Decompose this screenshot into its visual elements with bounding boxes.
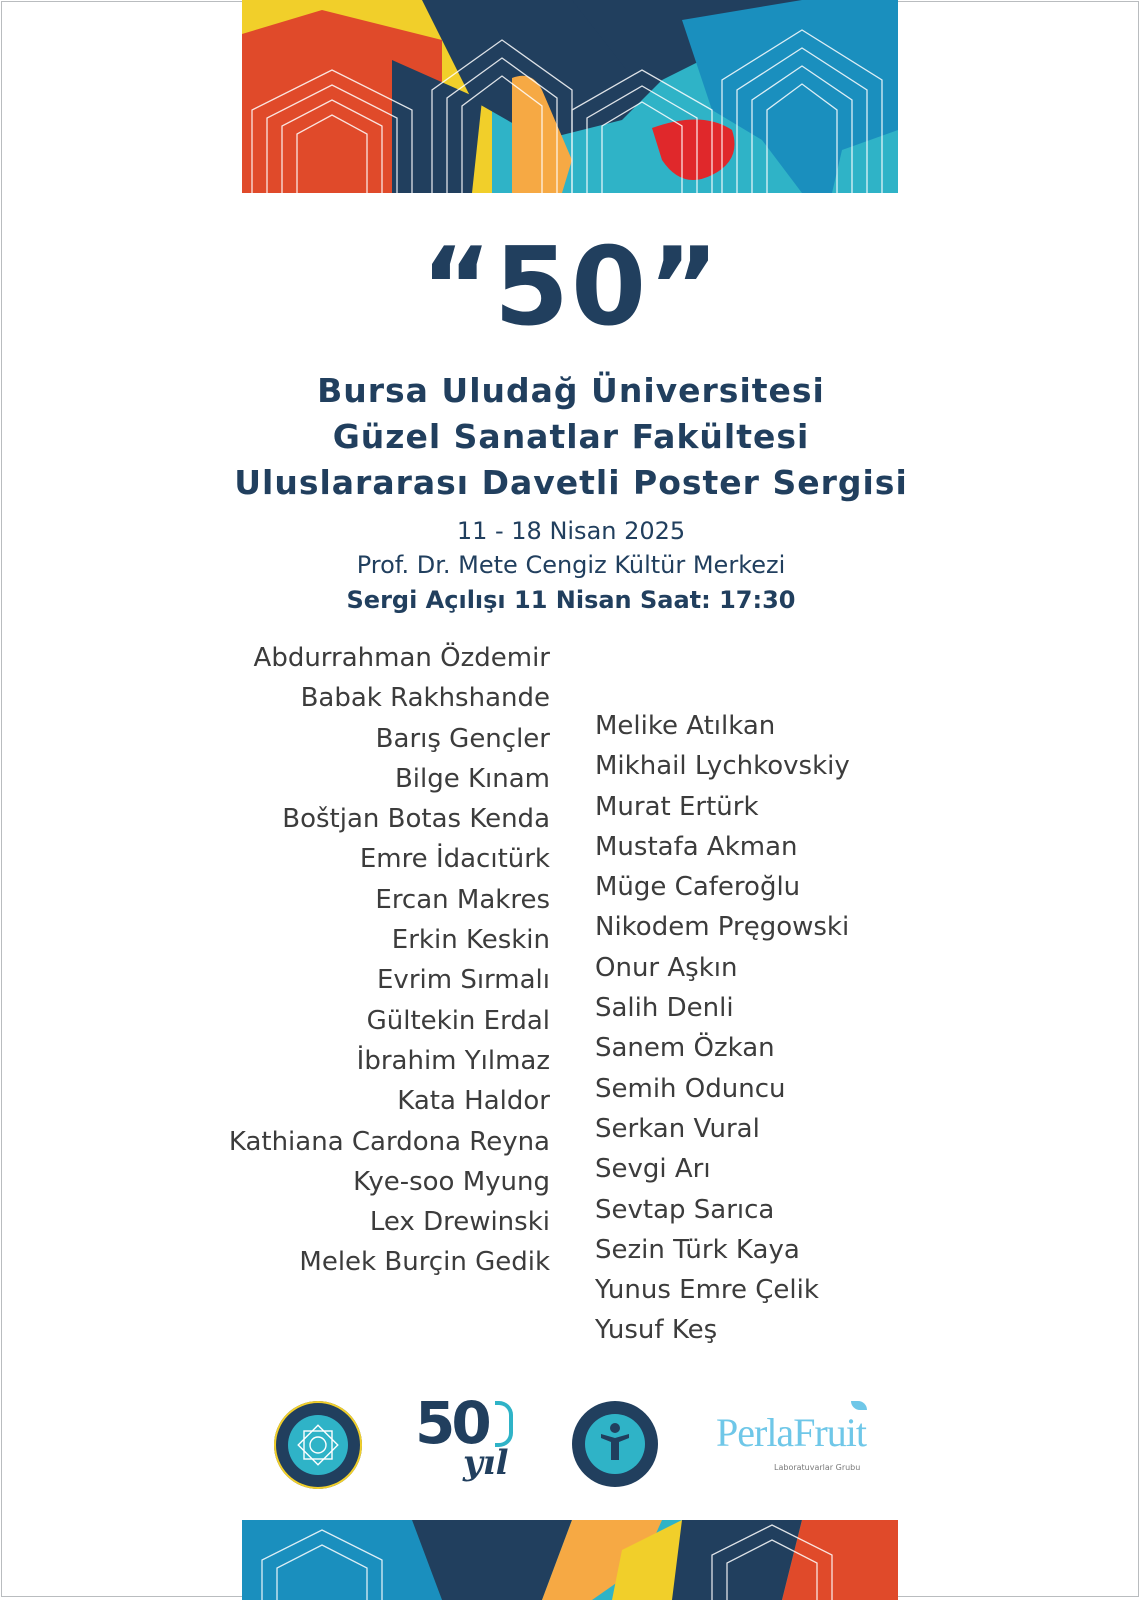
participant-name: Nikodem Pręgowski <box>595 912 850 943</box>
bottom-decorative-banner <box>242 1520 898 1600</box>
perlafruit-name-part1: Perla <box>716 1410 794 1455</box>
50-yil-number: 50 <box>415 1389 488 1457</box>
participant-name: Murat Ertürk <box>595 791 759 822</box>
exhibition-dates: 11 - 18 Nisan 2025 <box>456 517 686 545</box>
university-seal-icon <box>273 1400 363 1494</box>
top-decorative-banner <box>242 0 898 193</box>
title-line-faculty: Güzel Sanatlar Fakültesi <box>332 417 810 456</box>
exhibition-venue: Prof. Dr. Mete Cengiz Kültür Merkezi <box>356 551 786 579</box>
participant-name: Ercan Makres <box>375 884 550 915</box>
faculty-seal-icon <box>571 1400 659 1492</box>
participant-name: Barış Gençler <box>375 723 550 754</box>
perlafruit-name-part2: Fruit <box>793 1410 866 1455</box>
participant-name: Semih Oduncu <box>595 1073 786 1104</box>
participant-name: Melek Burçin Gedik <box>299 1247 550 1278</box>
participants-left-column <box>140 638 550 1283</box>
participant-name: Kathiana Cardona Reyna <box>228 1126 550 1157</box>
participant-name: Evrim Sırmalı <box>377 965 550 996</box>
participant-name: Bilge Kınam <box>394 763 550 794</box>
title-line-exhibition: Uluslararası Davetli Poster Sergisi <box>234 463 908 502</box>
participant-name: Müge Caferoğlu <box>595 872 801 903</box>
participant-name: Yunus Emre Çelik <box>595 1275 819 1306</box>
participant-name: Serkan Vural <box>595 1113 760 1144</box>
participant-name: Erkin Keskin <box>391 925 550 956</box>
participant-name: Sevtap Sarıca <box>595 1194 775 1225</box>
anniversary-number: “50” <box>420 225 722 350</box>
participant-name: Mustafa Akman <box>595 831 798 862</box>
participant-name: Melike Atılkan <box>595 711 776 741</box>
logos-row <box>0 1389 1142 1495</box>
opening-time: Sergi Açılışı 11 Nisan Saat: 17:30 <box>346 586 796 614</box>
participant-name: Kata Haldor <box>397 1086 550 1117</box>
participant-name: İbrahim Yılmaz <box>356 1045 550 1076</box>
perlafruit-logo-icon <box>716 1401 881 1491</box>
title-line-university: Bursa Uludağ Üniversitesi <box>317 371 825 410</box>
50-yil-word: yıl <box>463 1443 509 1483</box>
participant-name: Lex Drewinski <box>369 1207 550 1238</box>
participants-right-column <box>595 706 1015 1351</box>
participant-name: Onur Aşkın <box>595 952 738 983</box>
participant-name: Sevgi Arı <box>595 1154 711 1185</box>
50-yil-logo-icon <box>415 1389 530 1495</box>
participant-name: Emre İdacıtürk <box>359 844 550 875</box>
participant-name: Yusuf Keş <box>595 1315 718 1346</box>
participant-name: Sanem Özkan <box>595 1033 775 1064</box>
participant-name: Babak Rakhshande <box>300 683 550 714</box>
perlafruit-subtitle: Laboratuvarlar Grubu <box>774 1463 861 1472</box>
participant-name: Mikhail Lychkovskiy <box>595 751 850 782</box>
participant-name: Kye-soo Myung <box>353 1166 550 1197</box>
participant-name: Abdurrahman Özdemir <box>253 643 550 673</box>
participant-name: Boštjan Botas Kenda <box>282 804 550 835</box>
perlafruit-name <box>716 1409 866 1456</box>
participant-name: Sezin Türk Kaya <box>595 1234 800 1265</box>
50-yil-accent-icon <box>495 1401 513 1447</box>
participant-name: Gültekin Erdal <box>366 1005 550 1036</box>
participant-name: Salih Denli <box>595 993 734 1024</box>
